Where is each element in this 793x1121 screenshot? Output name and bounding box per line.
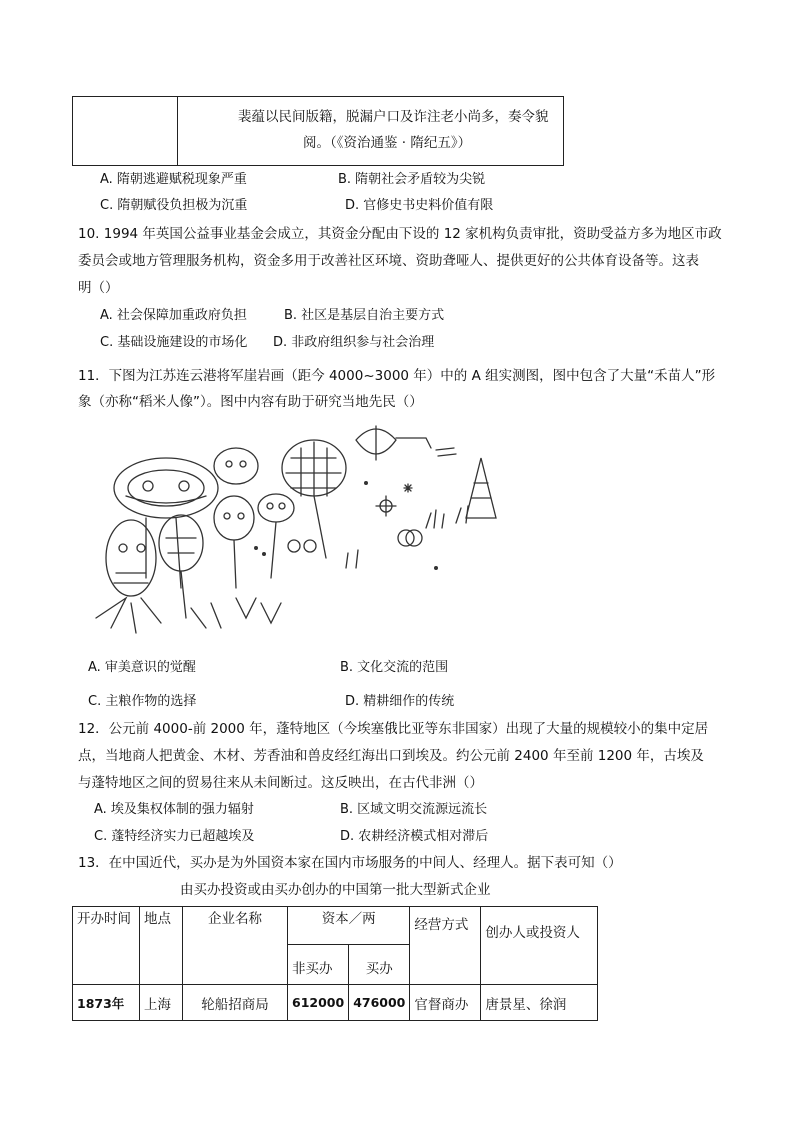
q13-stem-line-1: 13．在中国近代，买办是为外国资本家在国内市场服务的中间人、经理人。据下表可知（） (78, 855, 622, 871)
q9-option-b: B. 隋朝社会矛盾较为尖锐 (338, 172, 486, 187)
figure-eyes-glyph (288, 530, 422, 552)
q11-option-d: D. 精耕细作的传统 (345, 694, 455, 709)
q11-option-c: C. 主粮作物的选择 (88, 694, 197, 709)
cell-founder: 唐景星、徐润 (481, 985, 598, 1021)
q11-stem-line-1: 11．下图为江苏连云港将军崖岩画（距今 4000~3000 年）中的 A 组实测图，图中包含了大量“禾苗人”形 (78, 368, 716, 384)
source-table (72, 96, 564, 166)
figure-star-glyph (376, 484, 412, 516)
q10-option-c: C. 基础设施建设的市场化 (100, 335, 248, 350)
q10-option-b: B. 社区是基层自治主要方式 (284, 308, 445, 323)
q10-stem-line-2: 委员会或地方管理服务机构，资金多用于改善社区环境、资助聋哑人、提供更好的公共体育设备等。这表 (78, 253, 699, 269)
header-mode: 经营方式 (410, 907, 481, 985)
rock-art-figure (86, 418, 536, 643)
table-row (73, 985, 598, 1021)
source-text-line-1: 裴蕴以民间版籍，脱漏户口及诈注老小尚多，奏令貌 (238, 109, 549, 125)
q10-stem-line-3: 明（） (78, 280, 119, 296)
figure-leaf-head (356, 426, 456, 460)
figure-head-lower-left (96, 520, 161, 633)
q12-stem-line-2: 点，当地商人把黄金、木材、芳香油和兽皮经红海出口到埃及。约公元前 2400 年至前 1200 年，古埃及 (78, 748, 704, 764)
table-divider (177, 97, 178, 165)
header-time: 开办时间 (73, 907, 140, 985)
cell-mode: 官督商办 (410, 985, 481, 1021)
q12-stem-line-3: 与蓬特地区之间的贸易往来从未间断过。这反映出，在古代非洲（） (78, 775, 483, 791)
q10-option-a: A. 社会保障加重政府负担 (100, 308, 247, 323)
header-founder: 创办人或投资人 (481, 907, 598, 985)
header-name: 企业名称 (183, 907, 288, 985)
q11-option-a: A. 审美意识的觉醒 (88, 660, 196, 675)
cell-time: 1873年 (73, 985, 140, 1021)
cell-place: 上海 (140, 985, 183, 1021)
figure-cone (466, 458, 496, 518)
header-capital: 资本／两 (288, 907, 410, 945)
figure-grass-marks (191, 506, 468, 628)
q11-option-b: B. 文化交流的范围 (340, 660, 449, 675)
header-place: 地点 (140, 907, 183, 985)
enterprise-table (72, 906, 598, 1021)
source-text-line-2: 阅。（《资治通鉴 · 隋纪五》） (303, 135, 472, 151)
q9-option-a: A. 隋朝逃避赋税现象严重 (100, 172, 247, 187)
q12-option-d: D. 农耕经济模式相对滞后 (340, 829, 489, 844)
table-caption: 由买办投资或由买办创办的中国第一批大型新式企业 (180, 882, 491, 898)
cell-non-comprador: 612000 (288, 985, 349, 1021)
header-non-comprador: 非买办 (288, 945, 349, 985)
q12-option-b: B. 区域文明交流源远流长 (340, 802, 488, 817)
cell-comprador: 476000 (349, 985, 410, 1021)
cell-name: 轮船招商局 (183, 985, 288, 1021)
figure-head-center (258, 440, 346, 578)
q11-stem-line-2: 象（亦称“稻米人像”）。图中内容有助于研究当地先民（） (78, 394, 423, 410)
q10-stem-line-1: 10. 1994 年英国公益事业基金会成立，其资金分配由下设的 12 家机构负责审批，资助受益方多为地区市政 (78, 226, 722, 242)
q12-option-c: C. 蓬特经济实力已超越埃及 (94, 829, 255, 844)
header-comprador: 买办 (349, 945, 410, 985)
q12-stem-line-1: 12．公元前 4000-前 2000 年，蓬特地区（今埃塞俄比亚等东非国家）出现了大量的规模较小的集中定居 (78, 721, 709, 737)
q10-option-d: D. 非政府组织参与社会治理 (273, 335, 435, 350)
q9-option-c: C. 隋朝赋役负担极为沉重 (100, 198, 248, 213)
q12-option-a: A. 埃及集权体制的强力辐射 (94, 802, 254, 817)
q9-option-d: D. 官修史书史料价值有限 (345, 198, 494, 213)
figure-head-middle (159, 448, 258, 618)
